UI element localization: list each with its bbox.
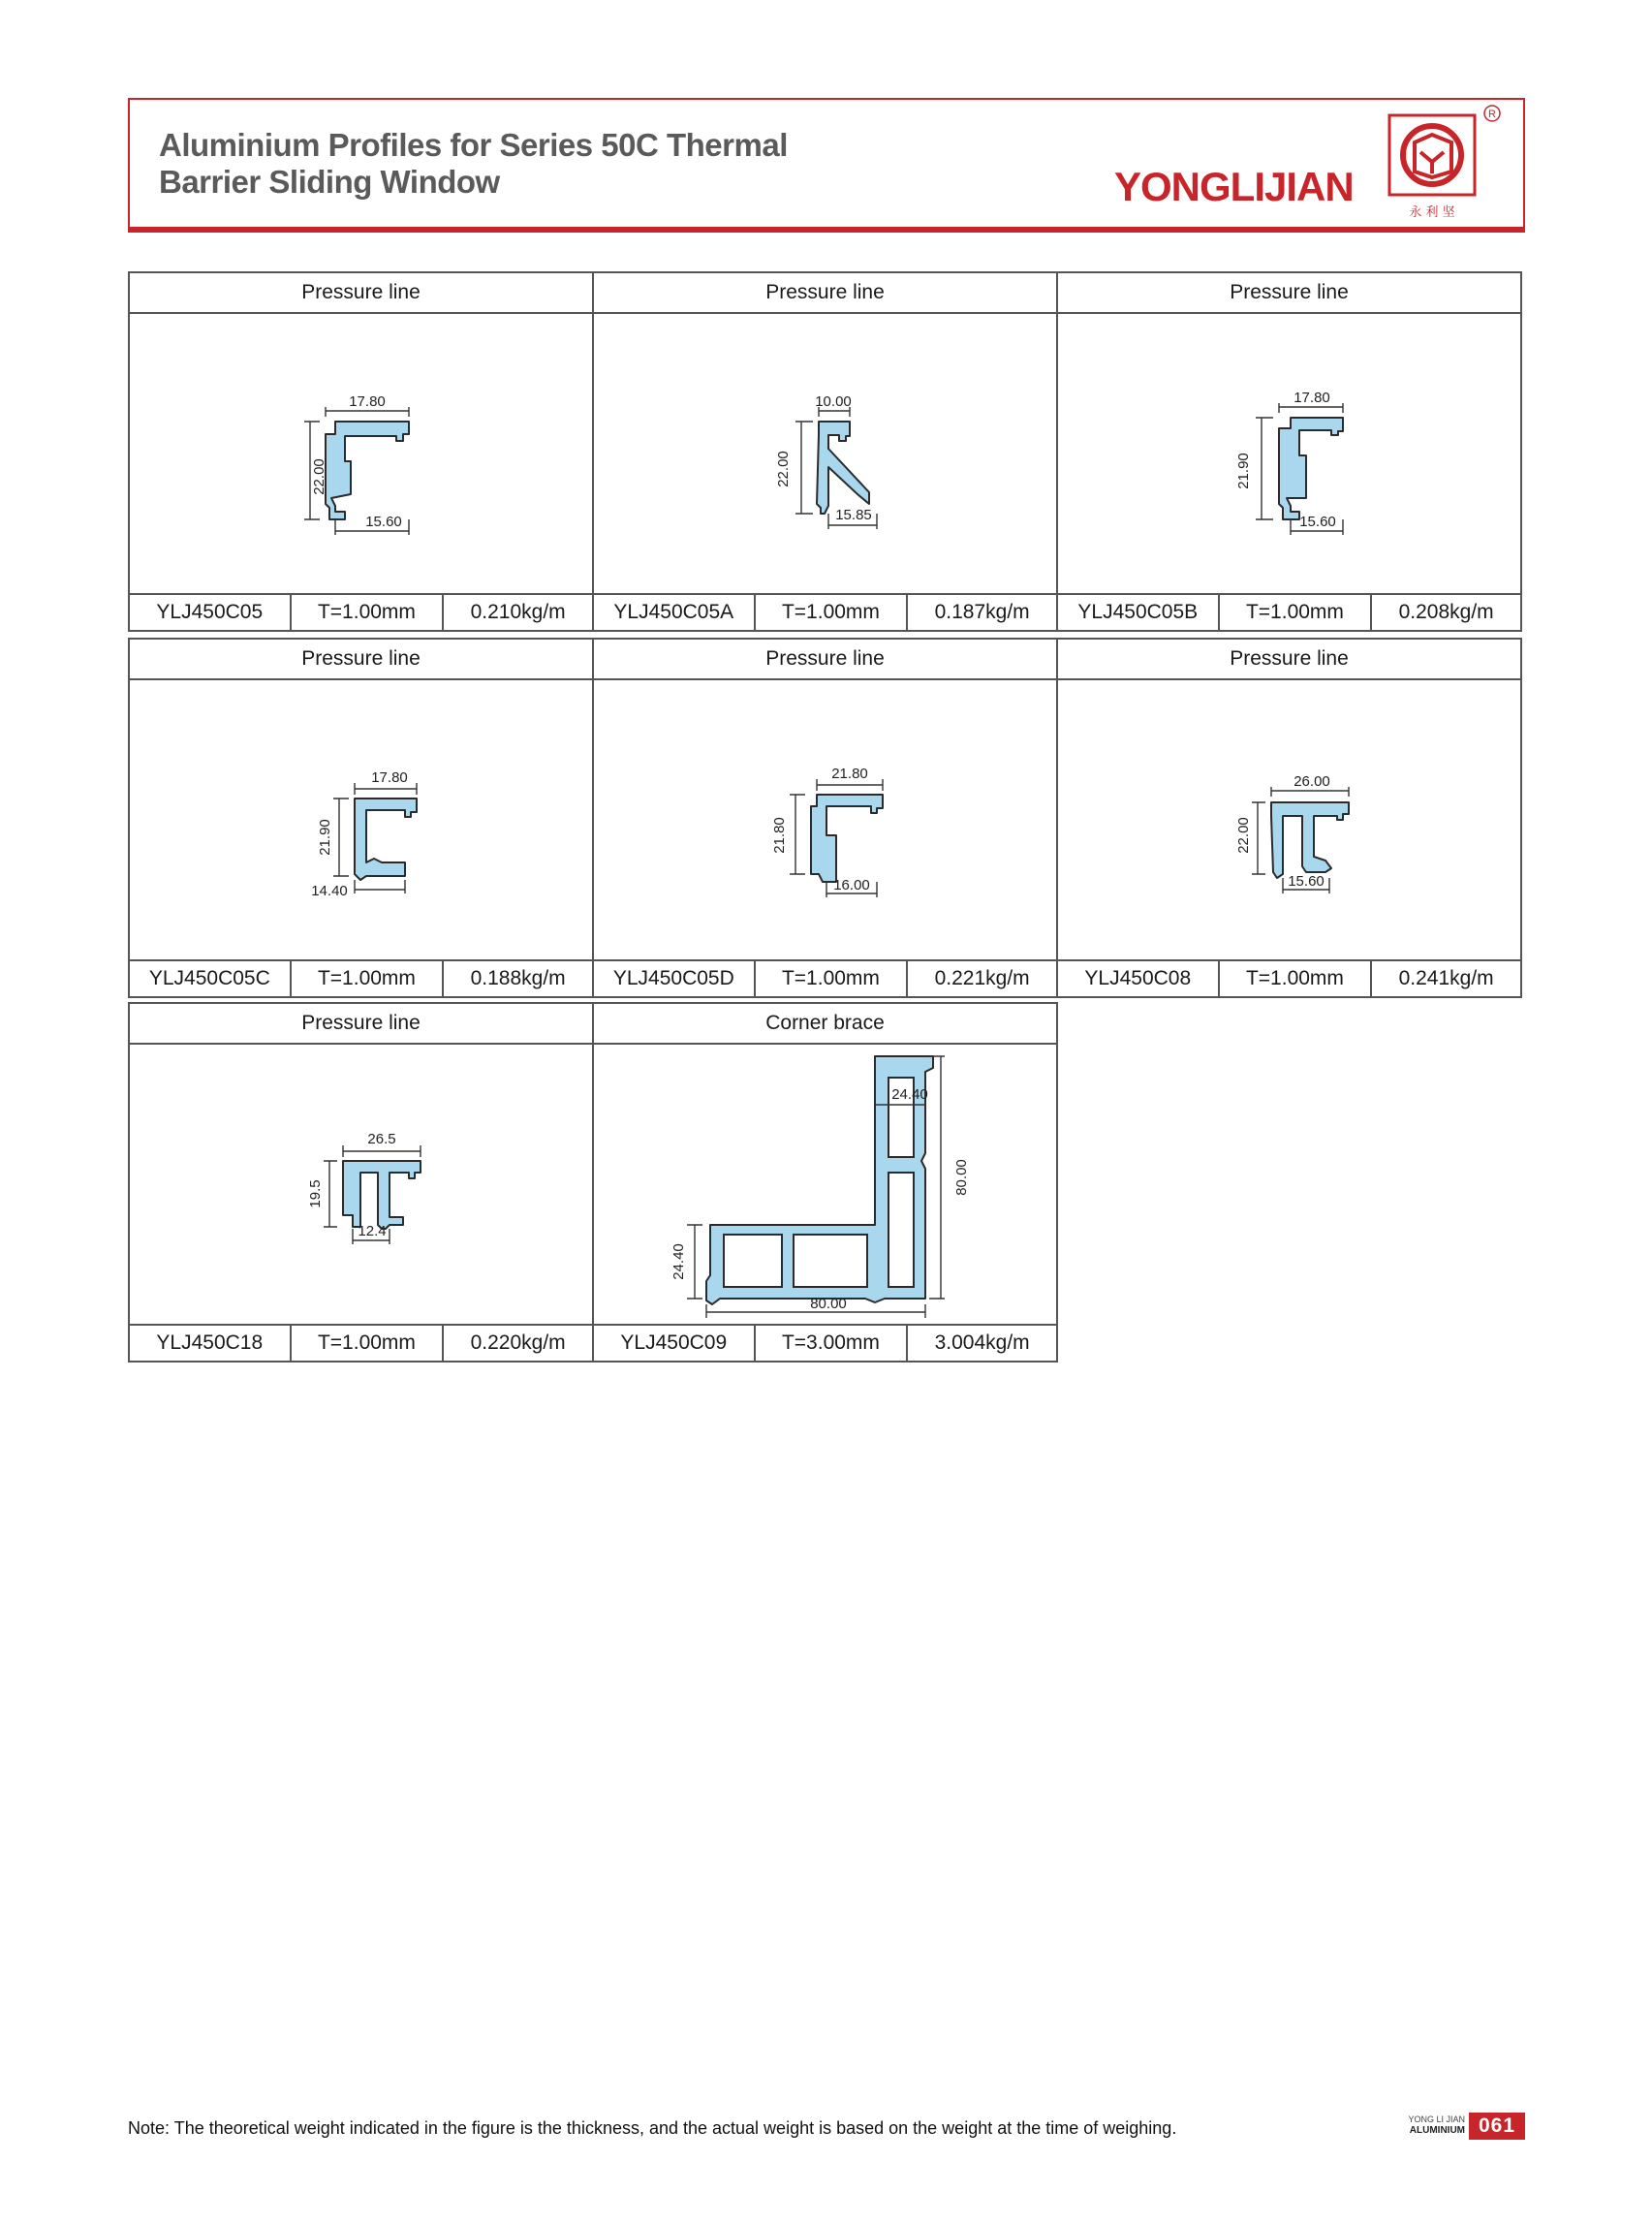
dim-left: 19.5 [307, 1179, 324, 1208]
dim-bottom: 15.60 [365, 514, 402, 530]
profile-thickness: T=1.00mm [1220, 961, 1373, 996]
title-line-2: Barrier Sliding Window [159, 164, 500, 200]
profile-weight: 3.004kg/m [934, 1331, 1030, 1354]
brand-name: YONGLIJIAN [1114, 164, 1354, 209]
logo-chinese-text: 永 利 坚 [1409, 205, 1455, 220]
dim-left: 21.90 [317, 819, 333, 856]
profile-thickness: T=1.00mm [292, 961, 445, 996]
dim-bottom: 16.00 [833, 877, 870, 893]
profile-weight: 0.210kg/m [470, 601, 566, 623]
profile-caption: Pressure line [594, 273, 1056, 314]
page-number: 061 [1469, 2113, 1525, 2140]
dim-bottom: 12.4 [358, 1223, 387, 1239]
profile-thickness: T=1.00mm [756, 961, 909, 996]
dim-top: 21.80 [831, 766, 868, 782]
dim-top: 26.5 [367, 1131, 396, 1147]
dim-left: 21.90 [1235, 453, 1252, 489]
profile-thickness: T=3.00mm [756, 1326, 909, 1361]
brand-logo-icon [1387, 113, 1477, 222]
profile-thickness: T=1.00mm [292, 1326, 445, 1361]
profile-drawing [594, 314, 1056, 595]
profile-code: YLJ450C18 [130, 1326, 292, 1361]
profile-caption: Pressure line [130, 1004, 592, 1045]
profile-thickness: T=1.00mm [292, 595, 445, 630]
dim-bottom: 15.60 [1288, 873, 1325, 890]
dim-top: 24.40 [891, 1086, 928, 1103]
profile-drawing [130, 314, 592, 595]
profile-drawing [594, 680, 1056, 961]
page-header [128, 98, 1525, 233]
title-line-1: Aluminium Profiles for Series 50C Thermal [159, 127, 788, 163]
dim-left: 22.00 [311, 458, 327, 495]
dim-bottom: 15.85 [835, 507, 872, 523]
profile-card [592, 1002, 1058, 1363]
profile-weight: 0.221kg/m [934, 967, 1030, 989]
svg-text:R: R [1488, 109, 1496, 120]
profile-thickness: T=1.00mm [756, 595, 909, 630]
profile-card [1056, 638, 1522, 998]
profile-code: YLJ450C08 [1058, 961, 1220, 996]
dim-left: 22.00 [775, 451, 792, 487]
profile-card [128, 271, 594, 632]
profile-caption: Pressure line [594, 640, 1056, 680]
profile-card [1056, 271, 1522, 632]
profile-caption: Pressure line [130, 640, 592, 680]
profile-code: YLJ450C05C [130, 961, 292, 996]
profile-weight: 0.187kg/m [934, 601, 1030, 623]
dim-top: 17.80 [371, 769, 408, 786]
profile-card [128, 638, 594, 998]
profile-drawing [1058, 680, 1520, 961]
profile-code: YLJ450C05A [594, 595, 756, 630]
dim-bottom: 15.60 [1299, 514, 1336, 530]
profile-weight: 0.188kg/m [470, 967, 566, 989]
profile-drawing [594, 1045, 1056, 1326]
dim-top: 10.00 [815, 393, 852, 410]
profile-code: YLJ450C09 [594, 1326, 756, 1361]
dim-top: 17.80 [1294, 390, 1330, 406]
profile-drawing [130, 680, 592, 961]
page-title [159, 127, 788, 201]
profile-caption: Pressure line [1058, 640, 1520, 680]
dim-left: 21.80 [771, 817, 788, 854]
registered-icon [1482, 104, 1502, 123]
profile-drawing [1058, 314, 1520, 595]
footer-note: Note: The theoretical weight indicated in the figure is the thickness, and the actual weight is based on the weight at the time of weighing. [128, 2118, 1177, 2138]
profile-weight: 0.208kg/m [1398, 601, 1494, 623]
profile-caption: Corner brace [594, 1004, 1056, 1045]
dim-bottom: 80.00 [810, 1296, 847, 1312]
dim-bottom: 14.40 [311, 883, 348, 899]
footer-brand: YONG LI JIAN ALUMINIUM [1408, 2114, 1465, 2136]
dim-left: 22.00 [1235, 817, 1252, 854]
profile-weight: 0.241kg/m [1398, 967, 1494, 989]
profile-weight: 0.220kg/m [470, 1331, 566, 1354]
profile-card [592, 271, 1058, 632]
dim-right: 80.00 [953, 1159, 970, 1196]
dim-top: 26.00 [1294, 773, 1330, 790]
profile-card [592, 638, 1058, 998]
profile-code: YLJ450C05D [594, 961, 756, 996]
profile-caption: Pressure line [1058, 273, 1520, 314]
dim-top: 17.80 [349, 393, 386, 410]
profile-code: YLJ450C05B [1058, 595, 1220, 630]
profile-card [128, 1002, 594, 1363]
dim-left: 24.40 [670, 1243, 687, 1280]
profile-thickness: T=1.00mm [1220, 595, 1373, 630]
profile-drawing [130, 1045, 592, 1326]
page-indicator [1392, 2113, 1525, 2142]
profile-caption: Pressure line [130, 273, 592, 314]
profile-code: YLJ450C05 [130, 595, 292, 630]
